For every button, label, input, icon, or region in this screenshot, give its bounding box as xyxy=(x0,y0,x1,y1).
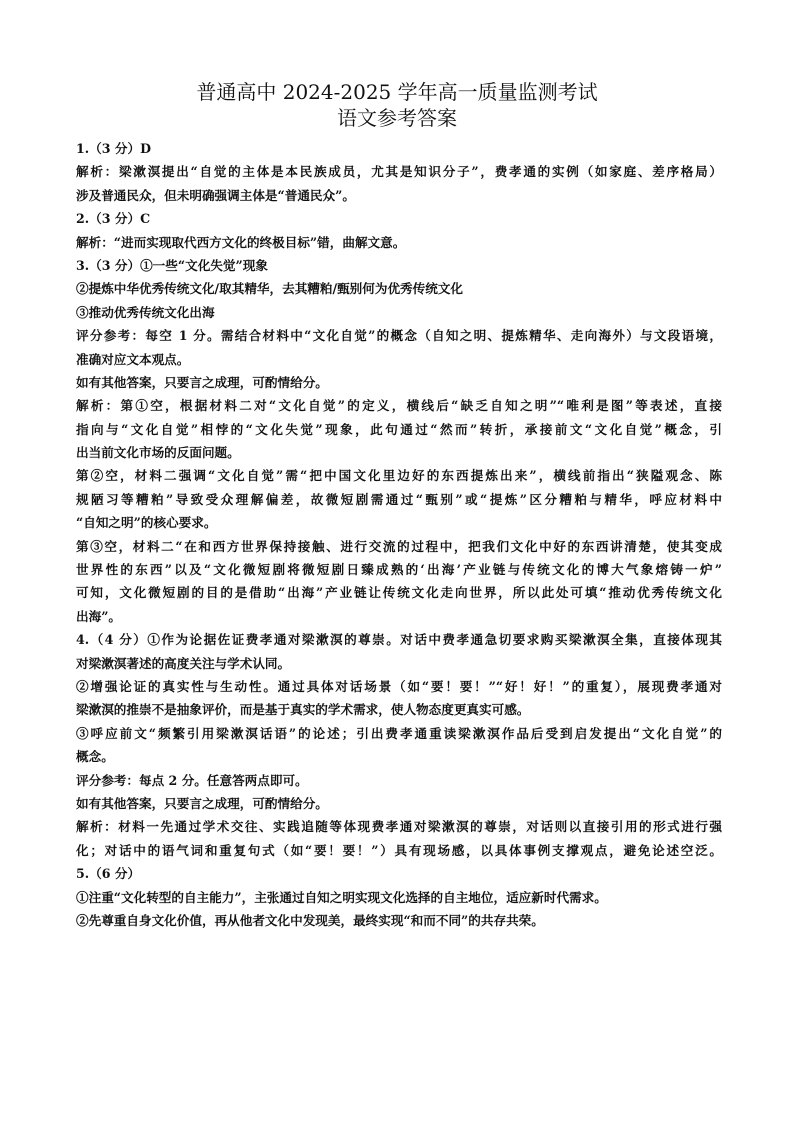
text-line: 如有其他答案，只要言之成理，可酌情给分。 xyxy=(76,795,328,811)
text-line: ③呼应前文“频繁引用梁漱溟话语”的论述；引出费孝通重读梁漱溟作品后受到启发提出“文化自觉”的 xyxy=(76,725,722,741)
text-line: 5.（6 分） xyxy=(76,866,141,882)
text-line: “自知之明”的核心要求。 xyxy=(76,515,217,531)
text-line: 规陋习等糟粕”导致受众理解偏差，故微短剧需通过“甄别”或“提炼”区分糟粕与精华，呼应材料中 xyxy=(76,491,722,507)
page-subtitle: 语文参考答案 xyxy=(337,106,457,130)
text-line: 梁漱溟的推崇不是抽象评价，而是基于真实的学术需求，使人物态度更真实可感。 xyxy=(76,702,530,718)
text-line: ①注重“文化转型的自主能力”，主张通过自知之明实现文化选择的自主地位，适应新时代需求。 xyxy=(76,889,607,905)
text-line: 解析：材料一先通过学术交往、实践追随等体现费孝通对梁漱溟的尊崇，对话则以直接引用的形式进行强 xyxy=(76,819,722,835)
page-title: 普通高中 2024-2025 学年高一质量监测考试 xyxy=(196,80,598,104)
text-line: 2.（3 分）C xyxy=(76,211,151,227)
text-line: 第③空，材料二“在和西方世界保持接触、进行交流的过程中，把我们文化中好的东西讲清楚，使其变成 xyxy=(76,538,722,554)
text-line: 解析：第①空，根据材料二对“文化自觉”的定义，横线后“缺乏自知之明”“唯利是图”等表述，直接 xyxy=(76,398,722,414)
text-line: 概念。 xyxy=(76,749,114,765)
text-line: ②提炼中华优秀传统文化/取其精华，去其糟粕/甄别何为优秀传统文化 xyxy=(76,281,464,297)
text-line: 可知，文化微短剧的目的是借助“出海”产业链让传统文化走向世界，所以此处可填“推动优秀传统文化 xyxy=(76,585,722,601)
text-line: 涉及普通民众，但未明确强调主体是“普通民众”。 xyxy=(76,187,355,203)
text-line: 世界性的东西”以及“文化微短剧将微短剧日臻成熟的‘出海’产业链与传统文化的博大气象熔铸一炉” xyxy=(76,562,722,578)
text-line: 1.（3 分）D xyxy=(76,141,151,156)
answer-body xyxy=(76,137,722,932)
text-line: 出海”。 xyxy=(76,608,122,624)
text-line: 第②空，材料二强调“文化自觉”需“把中国文化里边好的东西提炼出来”，横线前指出“狭隘观念、陈 xyxy=(76,468,722,484)
text-line: ②增强论证的真实性与生动性。通过具体对话场景（如“要！要！”“好！好！”的重复），展现费孝通对 xyxy=(76,678,722,694)
text-line: 评分参考：每空 1 分。需结合材料中“文化自觉”的概念（自知之明、提炼精华、走向海外）与文段语境， xyxy=(76,328,722,344)
text-line: 如有其他答案，只要言之成理，可酌情给分。 xyxy=(76,374,328,390)
text-line: 对梁漱溟著述的高度关注与学术认同。 xyxy=(76,655,291,671)
text-line: ②先尊重自身文化价值，再从他者文化中发现美，最终实现“和而不同”的共存共荣。 xyxy=(76,912,544,928)
text-line: ③推动优秀传统文化出海 xyxy=(76,304,215,320)
text-line: 指向与“文化自觉”相悖的“文化失觉”现象，此句通过“然而”转折，承接前文“文化自觉”概念，引 xyxy=(76,421,722,437)
text-line: 解析：梁漱溟提出“自觉的主体是本民族成员，尤其是知识分子”，费孝通的实例（如家庭、差序格局） xyxy=(76,164,722,180)
text-line: 4.（4 分）①作为论据佐证费孝通对梁漱溟的尊崇。对话中费孝通急切要求购买梁漱溟全集，直接体现其 xyxy=(76,632,722,648)
text-line: 出当前文化市场的反面问题。 xyxy=(76,445,240,461)
text-line: 化；对话中的语气词和重复句式（如“要！要！”）具有现场感，以具体事例支撑观点，避免论述空泛。 xyxy=(76,842,722,858)
text-line: 评分参考：每点 2 分。任意答两点即可。 xyxy=(76,772,308,788)
text-line: 解析：“进而实现取代西方文化的终极目标”错，曲解文意。 xyxy=(76,234,406,250)
text-line: 3.（3 分）①一些“文化失觉”现象 xyxy=(76,257,268,273)
text-line: 准确对应文本观点。 xyxy=(76,351,190,367)
